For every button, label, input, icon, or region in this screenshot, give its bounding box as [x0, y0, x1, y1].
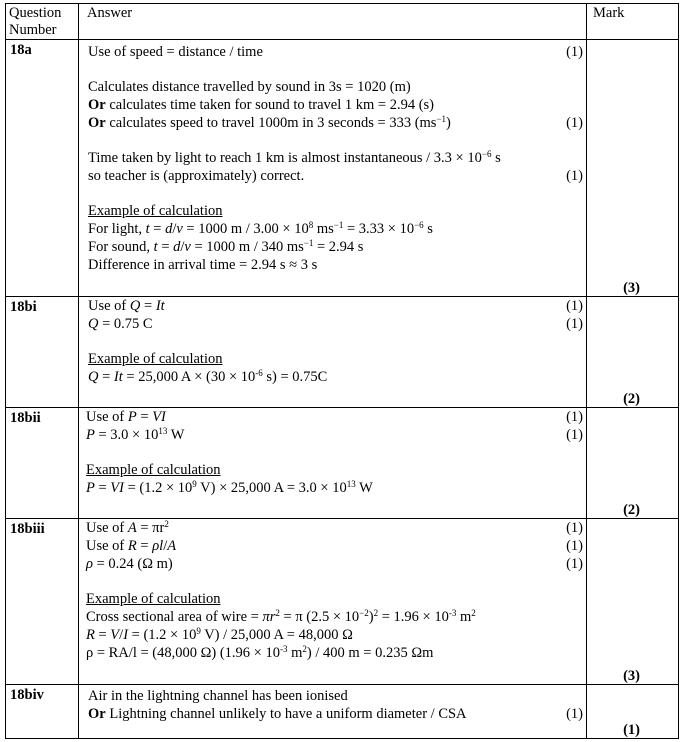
answer-18bi [79, 297, 587, 408]
mark-scheme-table [5, 3, 679, 739]
answer-line: so teacher is (approximately) correct. (1) [88, 168, 583, 184]
answer-line: Air in the lightning channel has been ionised [88, 688, 348, 704]
question-18bii-row [6, 408, 679, 519]
example-line: P = VI = ($1.2 \times 10^9$ V) × 25,000 $A = 3.0 \times 10^{13}$ W [86, 479, 373, 496]
question-18biv-row [6, 685, 679, 739]
example-line: ρ = RA/l = (48,000 Ω) ($1.96 \times 10^{-3}$ $m^2) / 400$ m = 0.235 Ωm [86, 644, 434, 661]
example-line: $R = V/I = (1.2 \times 10^9$ V) / 25,000 A = 48,000 Ω [86, 626, 353, 643]
mark-18biv [587, 685, 679, 739]
point-mark: (1) [566, 706, 583, 722]
answer-line: Calculates distance travelled by sound in 3s = 1020 (m) [88, 79, 411, 95]
total-mark: (2) [623, 502, 640, 518]
example-line: Cross sectional area of wire = $\pi r^2 = \pi$ $(2.5 \times 10^{-2})^2 = 1.96 \times 10^{-3}$ $m^2$ [86, 608, 476, 625]
total-mark: (2) [623, 391, 640, 407]
example-line: Q = It = 25,000 $A \times (30 \times 10^{-6}$ s) = 0.75C [88, 368, 328, 385]
point-mark: (1) [566, 115, 583, 131]
answer-line: Or calculates speed to travel 1000m in 3 seconds = 333 $(ms^{-1})$ (1) [88, 114, 583, 131]
example-heading: Example of calculation [88, 203, 223, 219]
answer-18a [79, 40, 587, 297]
question-18biii-row [6, 519, 679, 685]
point-mark: (1) [566, 168, 583, 184]
answer-line: ρ = 0.24 (Ω m) (1) [86, 556, 583, 572]
question-18bi-row [6, 297, 679, 408]
mark-18a [587, 40, 679, 297]
point-mark: (1) [566, 520, 583, 536]
answer-line: Use of R = ρl/A (1) [86, 538, 583, 554]
point-mark: (1) [566, 409, 583, 425]
question-number-18a: 18a [6, 40, 79, 297]
total-mark: (3) [623, 280, 640, 296]
answer-line: Time taken by light to reach 1 km is almost instantaneous / $3.3 \times 10^{-6}$ s [88, 149, 501, 166]
point-mark: (1) [566, 44, 583, 60]
header-row [6, 4, 679, 40]
example-line: Difference in arrival time = 2.94 s ≈ 3 s [88, 257, 318, 273]
answer-18biii [79, 519, 587, 685]
answer-18biv [79, 685, 587, 739]
header-mark: Mark [587, 4, 679, 40]
question-number-18bii: 18bii [6, 408, 79, 519]
question-18a-row [6, 40, 679, 297]
total-mark: (3) [623, 668, 640, 684]
example-line: For light, t = d/v = 1000 $m / 3.00 \times 10^8$ $ms^{-1} = 3.33 \times 10^{-6}$ s [88, 220, 433, 237]
example-heading: Example of calculation [86, 462, 221, 478]
answer-line: Use of Q = It (1) [88, 298, 583, 314]
point-mark: (1) [566, 556, 583, 572]
header-answer: Answer [79, 4, 587, 40]
answer-line: $P = 3.0 \times 10^{13}$ W (1) [86, 426, 583, 443]
answer-line: Or Lightning channel unlikely to have a uniform diameter / CSA (1) [88, 706, 583, 722]
mark-18bii [587, 408, 679, 519]
example-line: For sound, t = d/v = 1000 m / 340 $ms^{-1} = 2.94$ s [88, 238, 364, 255]
answer-line: Use of P = VI (1) [86, 409, 583, 425]
mark-18biii [587, 519, 679, 685]
point-mark: (1) [566, 427, 583, 443]
example-heading: Example of calculation [88, 351, 223, 367]
answer-18bii [79, 408, 587, 519]
point-mark: (1) [566, 316, 583, 332]
answer-line: Use of speed = distance / time (1) [88, 44, 583, 60]
point-mark: (1) [566, 538, 583, 554]
answer-line: Q = 0.75 C (1) [88, 316, 583, 332]
total-mark: (1) [623, 722, 640, 738]
answer-line: Use of $A = \pi r^2$ (1) [86, 519, 583, 536]
header-question-number: Question Number [6, 4, 79, 40]
point-mark: (1) [566, 298, 583, 314]
example-heading: Example of calculation [86, 591, 221, 607]
answer-line: Or calculates time taken for sound to travel 1 km = 2.94 (s) [88, 97, 435, 113]
question-number-18bi: 18bi [6, 297, 79, 408]
question-number-18biv: 18biv [6, 685, 79, 739]
mark-18bi [587, 297, 679, 408]
question-number-18biii: 18biii [6, 519, 79, 685]
